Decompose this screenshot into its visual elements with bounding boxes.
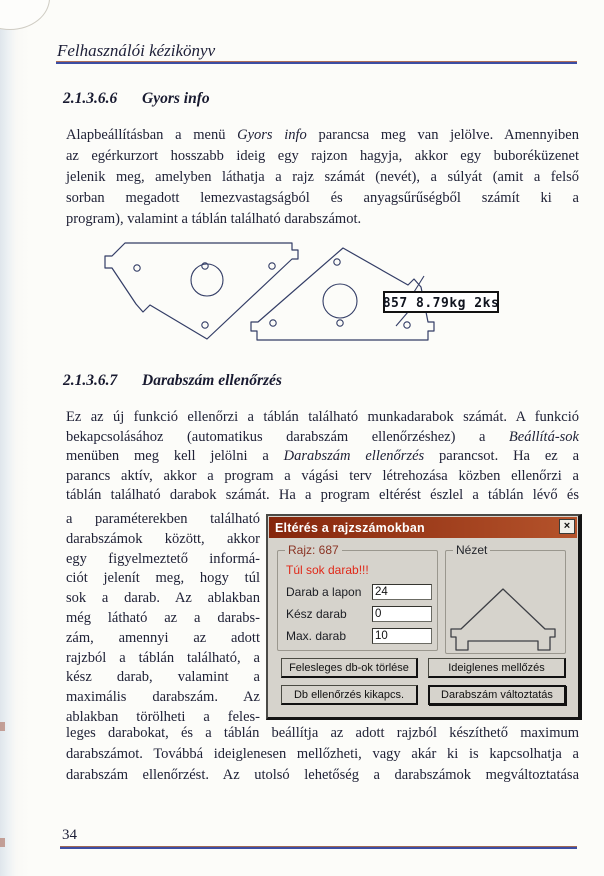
- part-preview-outline: [451, 589, 555, 650]
- text-line: darabszámot. Továbbá ideiglenesen mellőzheti, vagy akár ki is kapcsolhatja a: [66, 746, 579, 762]
- info-tooltip-label: 857 8.79kg 2ks: [382, 296, 500, 311]
- text-line: kész darab, valamint a: [66, 669, 260, 686]
- section-title: Gyors info: [142, 90, 210, 107]
- text-line: rajzból a táblán található, a: [66, 649, 260, 666]
- parts-drawing: [90, 236, 520, 368]
- text-line: darabszámok között, akkor: [66, 530, 260, 547]
- wrapped-text-column: [66, 510, 260, 728]
- running-header: Felhasználói kézikönyv: [57, 41, 216, 60]
- footer-rule: [60, 846, 577, 849]
- warning-text: Túl sok darab!!!: [286, 563, 369, 577]
- text-line: ciót jelenít meg, hogy túl: [66, 570, 260, 587]
- right-plate-hole: [270, 320, 276, 326]
- text-line: táblán található darabok számát. Ha a program eltérést észlel a táblán lévő és: [66, 487, 579, 504]
- field-row: [286, 581, 431, 603]
- part-preview-image: [446, 551, 565, 653]
- field-row: [286, 625, 431, 647]
- scan-corner-curl-artifact: [0, 0, 50, 30]
- right-plate-hole: [404, 322, 410, 328]
- field-label: Max. darab: [286, 629, 347, 643]
- scan-edge-artifact: [0, 722, 5, 731]
- dialog-titlebar[interactable]: [269, 517, 577, 538]
- dialog-button-2[interactable]: Ideiglenes mellőzés: [428, 658, 566, 678]
- group-rajz: [277, 543, 438, 651]
- text-line: még látható az a darabs-: [66, 609, 260, 626]
- field-input-1[interactable]: [372, 584, 432, 600]
- text-line: leges darabokat, és a táblán beállítja az adott rajzból készíthető maximum: [66, 725, 579, 741]
- scan-edge-artifact: [0, 838, 5, 847]
- group-nezet: [445, 543, 566, 654]
- text-line: jelenik meg, amelyben láthatja a rajz számát (nevét), a súlyát (amit a felső: [66, 169, 579, 185]
- dialog-button-1[interactable]: Felesleges db-ok törlése: [281, 658, 418, 678]
- text-line: Ez az új funkció ellenőrzi a táblán található munkadarabok számát. A funkció: [66, 409, 579, 425]
- section-heading-gyors-info: [63, 90, 210, 108]
- field-label: Darab a lapon: [286, 585, 362, 599]
- text-line: egy figyelmeztető informá-: [66, 550, 260, 567]
- paragraph-gyors-info: [66, 125, 579, 230]
- dialog-button-grid: [281, 658, 566, 705]
- left-plate-hole: [202, 322, 208, 328]
- header-rule: [56, 61, 577, 64]
- field-label: Kész darab: [286, 607, 347, 621]
- tooltip-leader-line: [414, 276, 424, 292]
- text-line: menüben meg kell jelölni a Darabszám ellenőrzés parancsot. Ha ez a: [66, 448, 580, 465]
- field-input-2[interactable]: [372, 606, 432, 622]
- text-line: parancs aktív, akkor a program a vágási terv létrehozása közben ellenőrzi a: [66, 467, 579, 484]
- tooltip-leader-line: [396, 312, 408, 326]
- dialog-title: Eltérés a rajzszámokban: [275, 520, 425, 535]
- section-number: 2.1.3.6.7: [63, 372, 118, 389]
- left-plate-hole: [269, 263, 275, 269]
- text-line: sorban megadott lemezvastagságból és anyagsűrűségből számít ki a: [66, 190, 579, 206]
- section-title: Darabszám ellenőrzés: [142, 372, 282, 389]
- page-number: 34: [62, 827, 77, 843]
- text-line: az egérkurzort hosszabb ideig egy rajzon hagyja, akkor egy buboréküzenet: [66, 148, 579, 164]
- text-line: a paraméterekben található: [66, 511, 260, 527]
- text-line: sok a darab. Az ablakban: [66, 590, 260, 607]
- group-nezet-label: Nézet: [453, 543, 490, 557]
- section-number: 2.1.3.6.6: [63, 90, 118, 107]
- text-line: bekapcsolásához (automatikus darabszám ellenőrzéshez) a Beállítá-sok: [66, 428, 579, 445]
- group-rajz-label: Rajz: 687: [285, 543, 342, 557]
- dialog-button-3[interactable]: Db ellenőrzés kikapcs.: [281, 685, 418, 705]
- dialog-fields: [286, 581, 431, 647]
- text-line: Alapbeállításban a menü Gyors info parancsa meg van jelölve. Amennyiben: [66, 127, 579, 143]
- text-line: program), valamint a táblán található darabszámot.: [66, 211, 362, 227]
- text-line: darabszám ellenőrzést. Az utolsó lehetőség a darabszámok megváltoztatása: [66, 767, 579, 783]
- paragraph-darabszam-1: [66, 408, 579, 506]
- right-plate-hole: [337, 320, 343, 326]
- paragraph-darabszam-2: [66, 723, 579, 786]
- text-line: zám, amennyi az adott: [66, 629, 260, 646]
- section-heading-darabszam-ellenorzes: [63, 372, 282, 390]
- left-plate-hole: [134, 265, 140, 271]
- right-plate-center-hole: [323, 284, 357, 318]
- field-input-3[interactable]: [372, 628, 432, 644]
- field-row: [286, 603, 431, 625]
- dialog-elteres-a-rajzszamokban: [266, 514, 582, 720]
- dialog-button-4[interactable]: Darabszám változtatás: [428, 685, 566, 705]
- right-plate-hole: [334, 259, 340, 265]
- text-line: ablakban törölheti a feles-: [66, 708, 260, 725]
- text-line: maximális darabszám. Az: [66, 689, 260, 706]
- close-icon[interactable]: ×: [559, 519, 575, 534]
